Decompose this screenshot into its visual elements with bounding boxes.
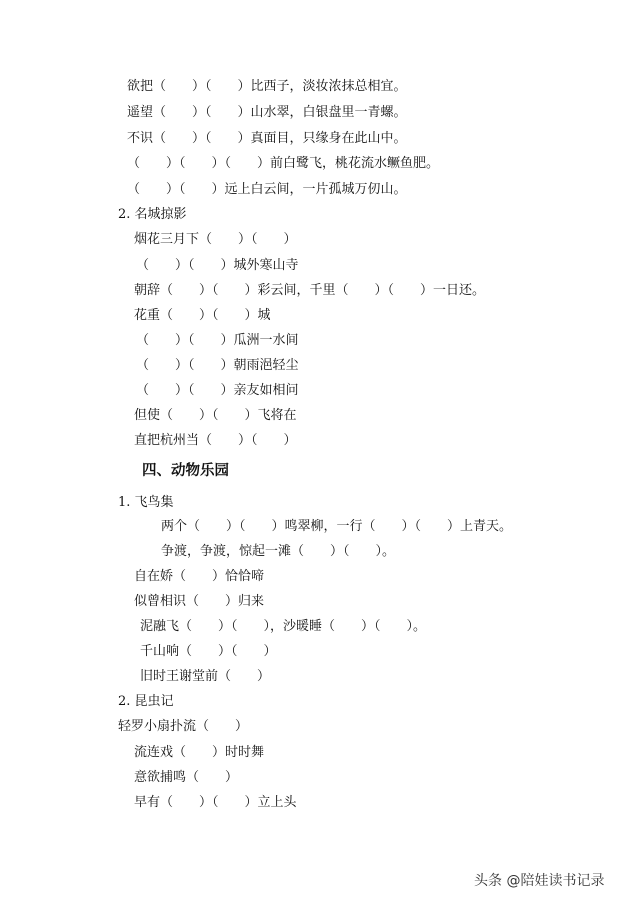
poem-line: 似曾相识（ ）归来 — [134, 594, 265, 609]
poem-line: 不识（ ）（ ）真面目，只缘身在此山中。 — [127, 131, 407, 146]
poem-line: 流连戏（ ）时时舞 — [134, 745, 265, 760]
poem-line: 泥融飞（ ）（ ），沙暖睡（ ）（ ）。 — [140, 619, 427, 634]
poem-line: 千山响（ ）（ ） — [140, 644, 277, 659]
subsection-title: 2. 昆虫记 — [118, 694, 174, 709]
poem-line: （ ）（ ）远上白云间，一片孤城万仞山。 — [127, 182, 407, 197]
poem-line: 烟花三月下（ ）（ ） — [134, 232, 297, 247]
section-heading: 四、动物乐园 — [142, 463, 229, 479]
poem-line: 两个（ ）（ ）鸣翠柳，一行（ ）（ ）上青天。 — [161, 519, 513, 534]
poem-line: 花重（ ）（ ）城 — [134, 308, 271, 323]
poem-line: 意欲捕鸣（ ） — [134, 770, 239, 785]
poem-line: 朝辞（ ）（ ）彩云间，千里（ ）（ ）一日还。 — [134, 283, 486, 298]
poem-line: 早有（ ）（ ）立上头 — [134, 795, 297, 810]
watermark-text: 头条 @陪娃读书记录 — [474, 873, 605, 889]
subsection-title: 1. 飞鸟集 — [118, 495, 174, 510]
poem-line: （ ）（ ）亲友如相问 — [136, 383, 299, 398]
poem-line: 欲把（ ）（ ）比西子，淡妆浓抹总相宜。 — [127, 79, 407, 94]
poem-line: 自在娇（ ）恰恰啼 — [134, 569, 265, 584]
poem-line: 旧时王谢堂前（ ） — [140, 669, 271, 684]
poem-line: 争渡，争渡，惊起一滩（ ）（ ）。 — [161, 544, 396, 559]
poem-line: 遥望（ ）（ ）山水翠，白银盘里一青螺。 — [127, 105, 407, 120]
poem-line: （ ）（ ）（ ）前白鹭飞，桃花流水鳜鱼肥。 — [127, 156, 440, 171]
subsection-title: 2. 名城掠影 — [118, 207, 187, 222]
poem-line: （ ）（ ）城外寒山寺 — [136, 258, 299, 273]
poem-line: 直把杭州当（ ）（ ） — [134, 433, 297, 448]
poem-line: （ ）（ ）瓜洲一水间 — [136, 333, 299, 348]
poem-line: 但使（ ）（ ）飞将在 — [134, 408, 297, 423]
poem-line: 轻罗小扇扑流（ ） — [118, 719, 249, 734]
poem-line: （ ）（ ）朝雨浥轻尘 — [136, 358, 299, 373]
